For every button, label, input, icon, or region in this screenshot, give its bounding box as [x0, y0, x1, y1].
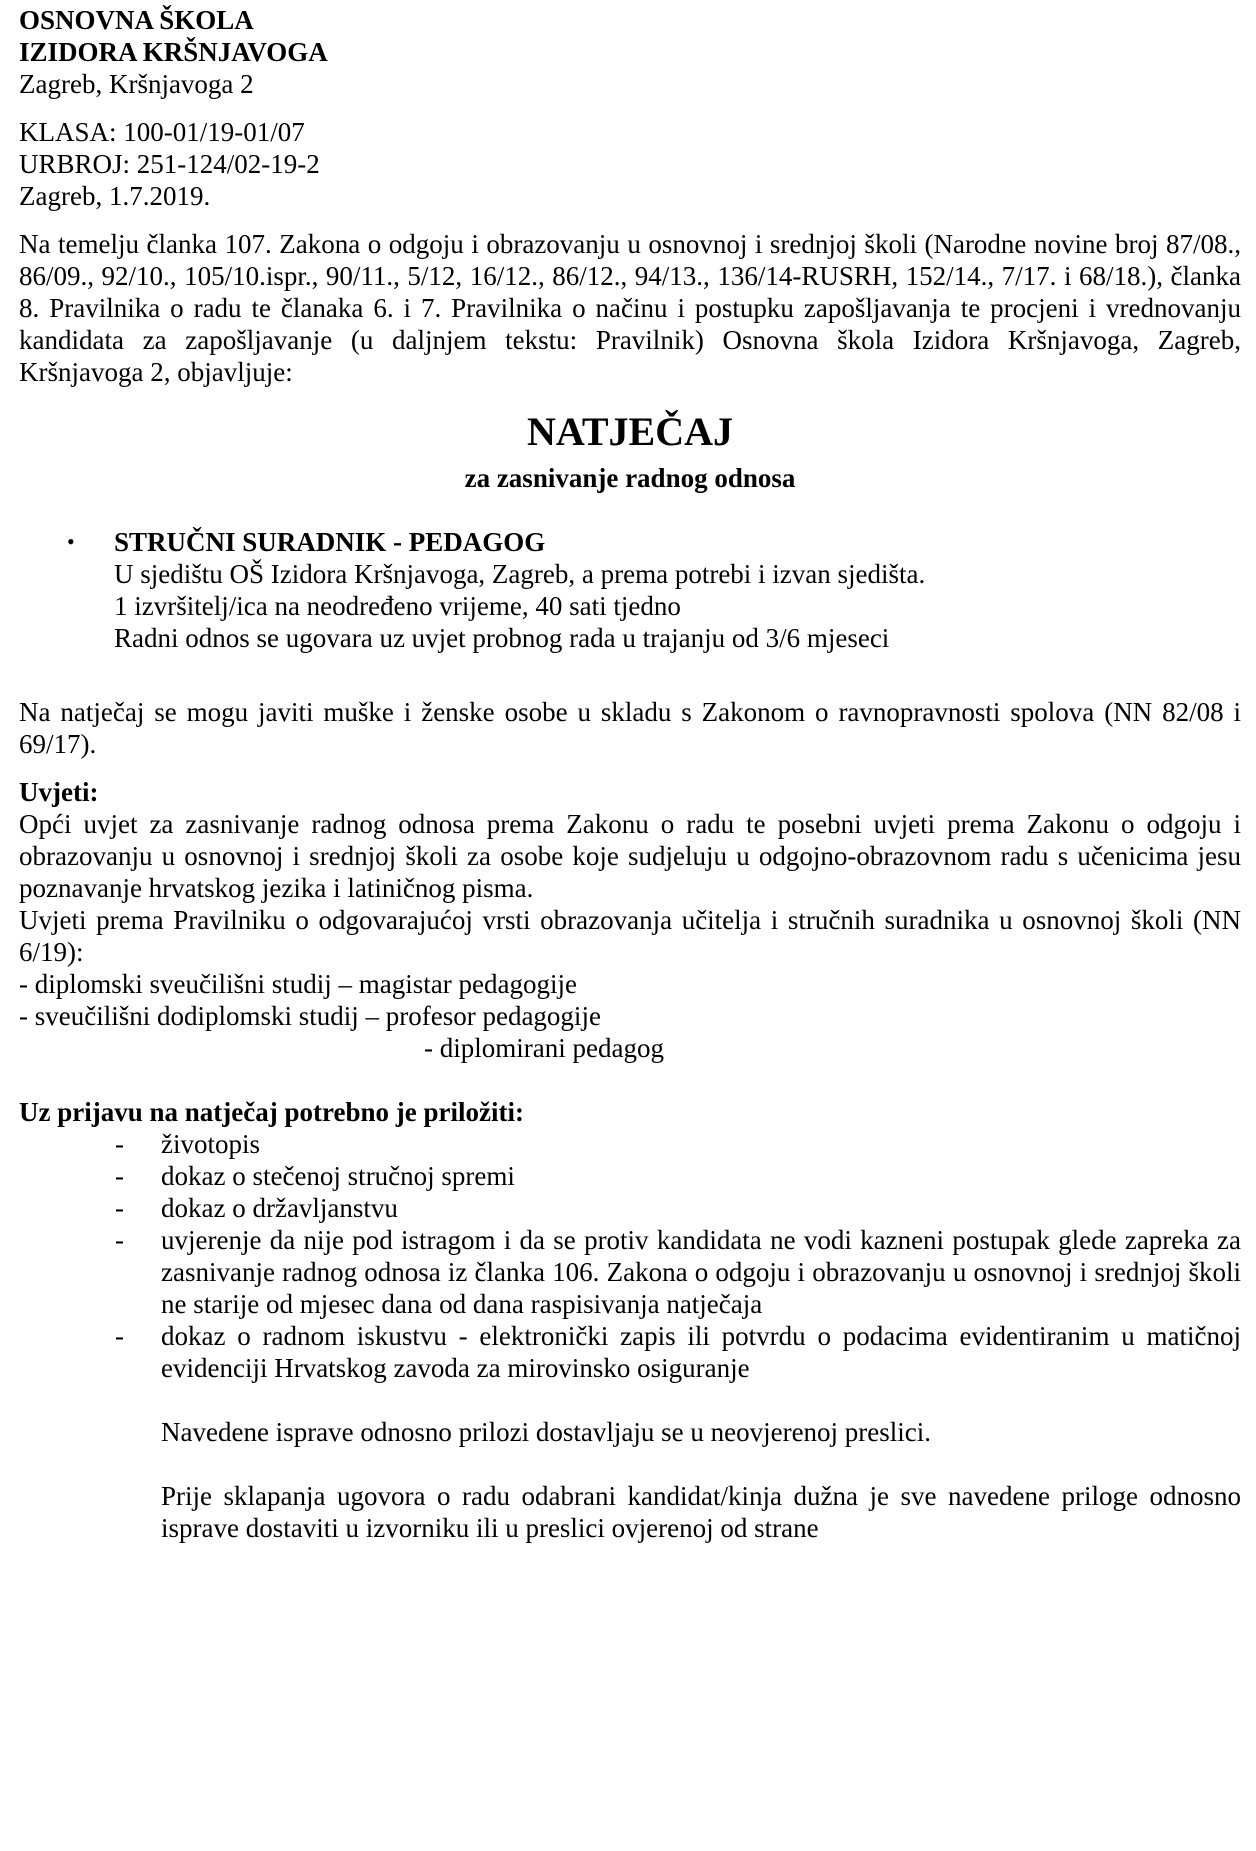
- dash-marker: -: [115, 1129, 124, 1159]
- position-location: U sjedištu OŠ Izidora Kršnjavoga, Zagreb, a prema potrebi i izvan sjedišta.: [114, 559, 926, 589]
- list-item: [19, 1192, 1241, 1224]
- equality-paragraph: Na natječaj se mogu javiti muške i ženske osobe u skladu s Zakonom o ravnopravnosti spolova (NN 82/08 i 69/17).: [19, 697, 1241, 759]
- school-address: Zagreb, Kršnjavoga 2: [19, 69, 254, 99]
- title-block: [19, 408, 1241, 494]
- note-originals: Prije sklapanja ugovora o radu odabrani kandidat/kinja dužna je sve navedene priloge odnosno isprave dostaviti u izvorniku ili u preslici ovjerenoj od strane: [161, 1481, 1241, 1543]
- klasa: KLASA: 100-01/19-01/07: [19, 117, 305, 147]
- list-item: [19, 1128, 1241, 1160]
- documents-list: [19, 1128, 1241, 1384]
- position-probation: Radni odnos se ugovara uz uvjet probnog rada u trajanju od 3/6 mjeseci: [114, 623, 890, 653]
- dash-marker: -: [115, 1225, 124, 1255]
- document-item-text: dokaz o državljanstvu: [161, 1193, 398, 1223]
- list-item: [19, 1160, 1241, 1192]
- conditions-heading: Uvjeti:: [19, 777, 99, 807]
- list-item: - diplomski sveučilišni studij – magistar pedagogije: [19, 969, 577, 999]
- position-item: [19, 526, 1241, 654]
- conditions-general: Opći uvjet za zasnivanje radnog odnosa prema Zakonu o radu te posebni uvjeti prema Zakonu o odgoju i obrazovanju u osnovnoj i srednjoj školi za osobe koje sudjeluju u odgojno-obrazovnom radu s učenicima jesu poznavanje hrvatskog jezika i latiničnog pisma.: [19, 809, 1241, 903]
- conditions-pravilnik: Uvjeti prema Pravilniku o odgovarajućoj vrsti obrazovanja učitelja i stručnih suradnika u osnovnoj školi (NN 6/19):: [19, 905, 1241, 967]
- degree-list: [19, 968, 1241, 1064]
- list-item: - sveučilišni dodiplomski studij – profesor pedagogije: [19, 1001, 601, 1031]
- dash-marker: -: [115, 1161, 124, 1191]
- document-page: [19, 4, 1241, 1544]
- list-item: [19, 1320, 1241, 1384]
- position-name: STRUČNI SURADNIK - PEDAGOG: [114, 527, 546, 557]
- list-item: - diplomirani pedagog: [424, 1033, 664, 1063]
- documents-heading: Uz prijavu na natječaj potrebno je priložiti:: [19, 1097, 524, 1127]
- conditions-section: [19, 776, 1241, 1064]
- document-subtitle: za zasnivanje radnog odnosa: [464, 463, 796, 493]
- dash-marker: -: [115, 1193, 124, 1223]
- document-item-text: dokaz o stečenoj stručnoj spremi: [161, 1161, 515, 1191]
- letterhead: [19, 4, 1241, 100]
- document-date: Zagreb, 1.7.2019.: [19, 181, 211, 211]
- document-item-text: životopis: [161, 1129, 260, 1159]
- document-title: NATJEČAJ: [527, 409, 733, 454]
- document-item-text: dokaz o radnom iskustvu - elektronički zapis ili potvrdu o podacima evidentiranim u matičnoj evidenciji Hrvatskog zavoda za mirovinsko osiguranje: [161, 1321, 1241, 1383]
- school-name-line1: OSNOVNA ŠKOLA: [19, 5, 254, 35]
- bullet-icon: •: [67, 529, 75, 554]
- dash-marker: -: [115, 1321, 124, 1351]
- urbroj: URBROJ: 251-124/02-19-2: [19, 149, 320, 179]
- school-name-line2: IZIDORA KRŠNJAVOGA: [19, 37, 328, 67]
- document-item-text: uvjerenje da nije pod istragom i da se protiv kandidata ne vodi kazneni postupak glede zapreka za zasnivanje radnog odnosa iz članka 106. Zakona o odgoju i obrazovanju u osnovnoj i srednjoj školi ne starije od mjesec dana od dana raspisivanja natječaja: [161, 1225, 1241, 1319]
- position-count: 1 izvršitelj/ica na neodređeno vrijeme, 40 sati tjedno: [114, 591, 681, 621]
- note-uncertified-copies: Navedene isprave odnosno prilozi dostavljaju se u neovjerenoj preslici.: [161, 1417, 932, 1447]
- list-item: [19, 1224, 1241, 1320]
- reference-block: [19, 116, 1241, 212]
- intro-paragraph: Na temelju članka 107. Zakona o odgoju i obrazovanju u osnovnoj i srednjoj školi (Narodne novine broj 87/08., 86/09., 92/10., 105/10.ispr., 90/11., 5/12, 16/12., 86/12., 94/13., 136/14-RUSRH, 152/14., 7/17. i 68/18.), članka 8. Pravilnika o radu te članaka 6. i 7. Pravilnika o načinu i postupku zapošljavanja te procjeni i vrednovanju kandidata za zapošljavanje (u daljnjem tekstu: Pravilnik) Osnovna škola Izidora Kršnjavoga, Zagreb, Kršnjavoga 2, objavljuje:: [19, 229, 1241, 387]
- documents-section: [19, 1096, 1241, 1544]
